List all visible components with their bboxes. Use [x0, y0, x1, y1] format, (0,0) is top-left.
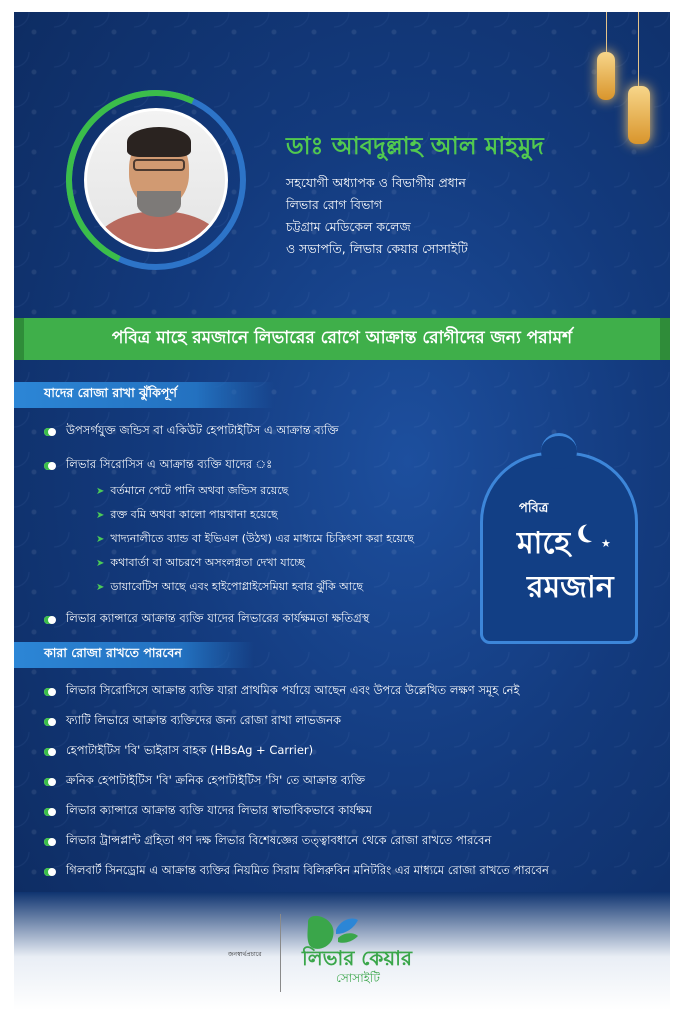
photo-hair	[127, 127, 191, 157]
arrow-bullet-icon: ➤	[96, 534, 105, 545]
sub-item	[96, 578, 363, 597]
doctor-name: ডাঃ আবদুল্লাহ আল মাহমুদ	[286, 131, 544, 160]
list-item	[44, 742, 313, 761]
list-item-text: লিভার ক্যান্সারে আক্রান্ত ব্যক্তি যাদের লিভার স্বাভাবিকভাবে কার্যক্ষম	[66, 803, 372, 817]
doctor-photo	[84, 108, 228, 252]
list-item-text: লিভার সিরোসিস এ আক্রান্ত ব্যক্তি যাদের ঃ	[66, 457, 273, 471]
lantern-icon	[628, 86, 650, 144]
sub-item-text: বর্তমানে পেটে পানি অথবা জন্ডিস রয়েছে	[110, 484, 289, 497]
list-item	[44, 772, 365, 791]
list-item-text: হেপাটাইটিস 'বি' ভাইরাস বাহক (HBsAg + Carrier)	[66, 743, 314, 757]
credential-line: ও সভাপতি, লিভার কেয়ার সোসাইটি	[286, 241, 468, 256]
sub-item-text: ডায়াবেটিস আছে এবং হাইপোগ্লাইসেমিয়া হবার ঝুঁকি আছে	[110, 580, 364, 593]
sub-item	[96, 554, 305, 573]
list-item	[44, 802, 372, 821]
photo-beard	[137, 191, 181, 217]
pill-bullet-icon	[44, 616, 56, 624]
list-item	[44, 832, 491, 851]
pill-bullet-icon	[44, 778, 56, 786]
sub-item-text: কথাবার্তা বা আচরণে অসংলগ্নতা দেখা যাচ্ছে	[110, 556, 305, 569]
credential-line: সহযোগী অধ্যাপক ও বিভাগীয় প্রধান	[286, 175, 466, 190]
logo-name: লিভার কেয়ার	[302, 946, 412, 970]
credential-line: চট্টগ্রাম মেডিকেল কলেজ	[286, 219, 411, 234]
sub-item-text: খাদ্যনালীতে ব্যান্ড বা ইভিএল (উঠথ) এর মাধ্যমে চিকিৎসা করা হয়েছে	[110, 532, 414, 545]
pill-bullet-icon	[44, 808, 56, 816]
badge-dome	[541, 433, 577, 469]
list-item-text: লিভার ট্রান্সপ্লান্ট গ্রহিতা গণ দক্ষ লিভার বিশেষজ্ঞের তত্ত্বাবধানে থেকে রোজা রাখতে পারবেন	[66, 833, 492, 847]
pill-bullet-icon	[44, 428, 56, 436]
pill-bullet-icon	[44, 868, 56, 876]
list-item	[44, 862, 549, 881]
pill-bullet-icon	[44, 688, 56, 696]
lantern-string	[606, 12, 607, 52]
list-item-text: উপসর্গযুক্ত জন্ডিস বা একিউট হেপাটাইটিস এ আক্রান্ত ব্যক্তি	[66, 423, 339, 437]
list-item	[44, 682, 520, 701]
credential-line: লিভার রোগ বিভাগ	[286, 197, 383, 212]
sub-item-text: রক্ত বমি অথবা কালো পায়খানা হয়েছে	[110, 508, 278, 521]
list-item-text: লিভার ক্যান্সারে আক্রান্ত ব্যক্তি যাদের লিভারের কার্যক্ষমতা ক্ষতিগ্রস্থ	[66, 611, 370, 625]
header	[14, 12, 670, 312]
sponsor-caption: জনস্বার্থপ্রচারে	[228, 951, 262, 958]
list-item-text: গিলবার্ট সিনড্রোম এ আক্রান্ত ব্যক্তির নিয়মিত সিরাম বিলিরুবিন মনিটরিং এর মাধ্যমে রোজা রাখতে পারবেন	[66, 863, 549, 877]
section-tag-allowed: কারা রোজা রাখতে পারবেন	[14, 642, 254, 668]
poster	[14, 12, 670, 1010]
lantern-icon	[597, 52, 615, 100]
footer	[14, 892, 670, 1010]
banner-edge	[14, 318, 24, 360]
section-tag-risky: যাদের রোজা রাখা ঝুঁকিপূর্ণ	[14, 382, 274, 408]
pill-bullet-icon	[44, 748, 56, 756]
pill-bullet-icon	[44, 718, 56, 726]
badge-line2: মাহে	[517, 526, 571, 561]
pill-bullet-icon	[44, 462, 56, 470]
photo-shirt	[95, 211, 223, 252]
list-item	[44, 422, 339, 441]
badge-line3: রমজান	[527, 570, 614, 605]
title-text: পবিত্র মাহে রমজানে লিভারের রোগে আক্রান্ত রোগীদের জন্য পরামর্শ	[111, 328, 573, 348]
sub-item	[96, 482, 288, 501]
doctor-credentials	[286, 172, 468, 260]
list-item-text: ক্রনিক হেপাটাইটিস 'বি' ক্রনিক হেপাটাইটিস 'সি' তে আক্রান্ত ব্যক্তি	[66, 773, 366, 787]
sub-item	[96, 506, 278, 525]
list-item-text: লিভার সিরোসিসে আক্রান্ত ব্যক্তি যারা প্রাথমিক পর্যায়ে আছেন এবং উপরে উল্লেখিত লক্ষণ সমূহ নেই	[66, 683, 520, 697]
ramadan-badge	[480, 452, 638, 644]
list-item	[44, 712, 341, 731]
logo-subtitle: সোসাইটি	[336, 971, 380, 985]
list-item-text: ফ্যাটি লিভারে আক্রান্ত ব্যক্তিদের জন্য রোজা রাখা লাভজনক	[66, 713, 342, 727]
lantern-string	[638, 12, 639, 86]
arrow-bullet-icon: ➤	[96, 582, 105, 593]
list-item	[44, 456, 272, 475]
pill-bullet-icon	[44, 838, 56, 846]
banner-edge	[660, 318, 670, 360]
title-banner	[14, 318, 670, 360]
sub-item	[96, 530, 414, 549]
badge-line1: পবিত্র	[519, 501, 549, 516]
list-item	[44, 610, 369, 629]
photo-glasses	[133, 159, 185, 171]
star-icon: ★	[601, 537, 611, 550]
footer-divider	[280, 914, 281, 992]
arrow-bullet-icon: ➤	[96, 510, 105, 521]
arrow-bullet-icon: ➤	[96, 486, 105, 497]
arrow-bullet-icon: ➤	[96, 558, 105, 569]
